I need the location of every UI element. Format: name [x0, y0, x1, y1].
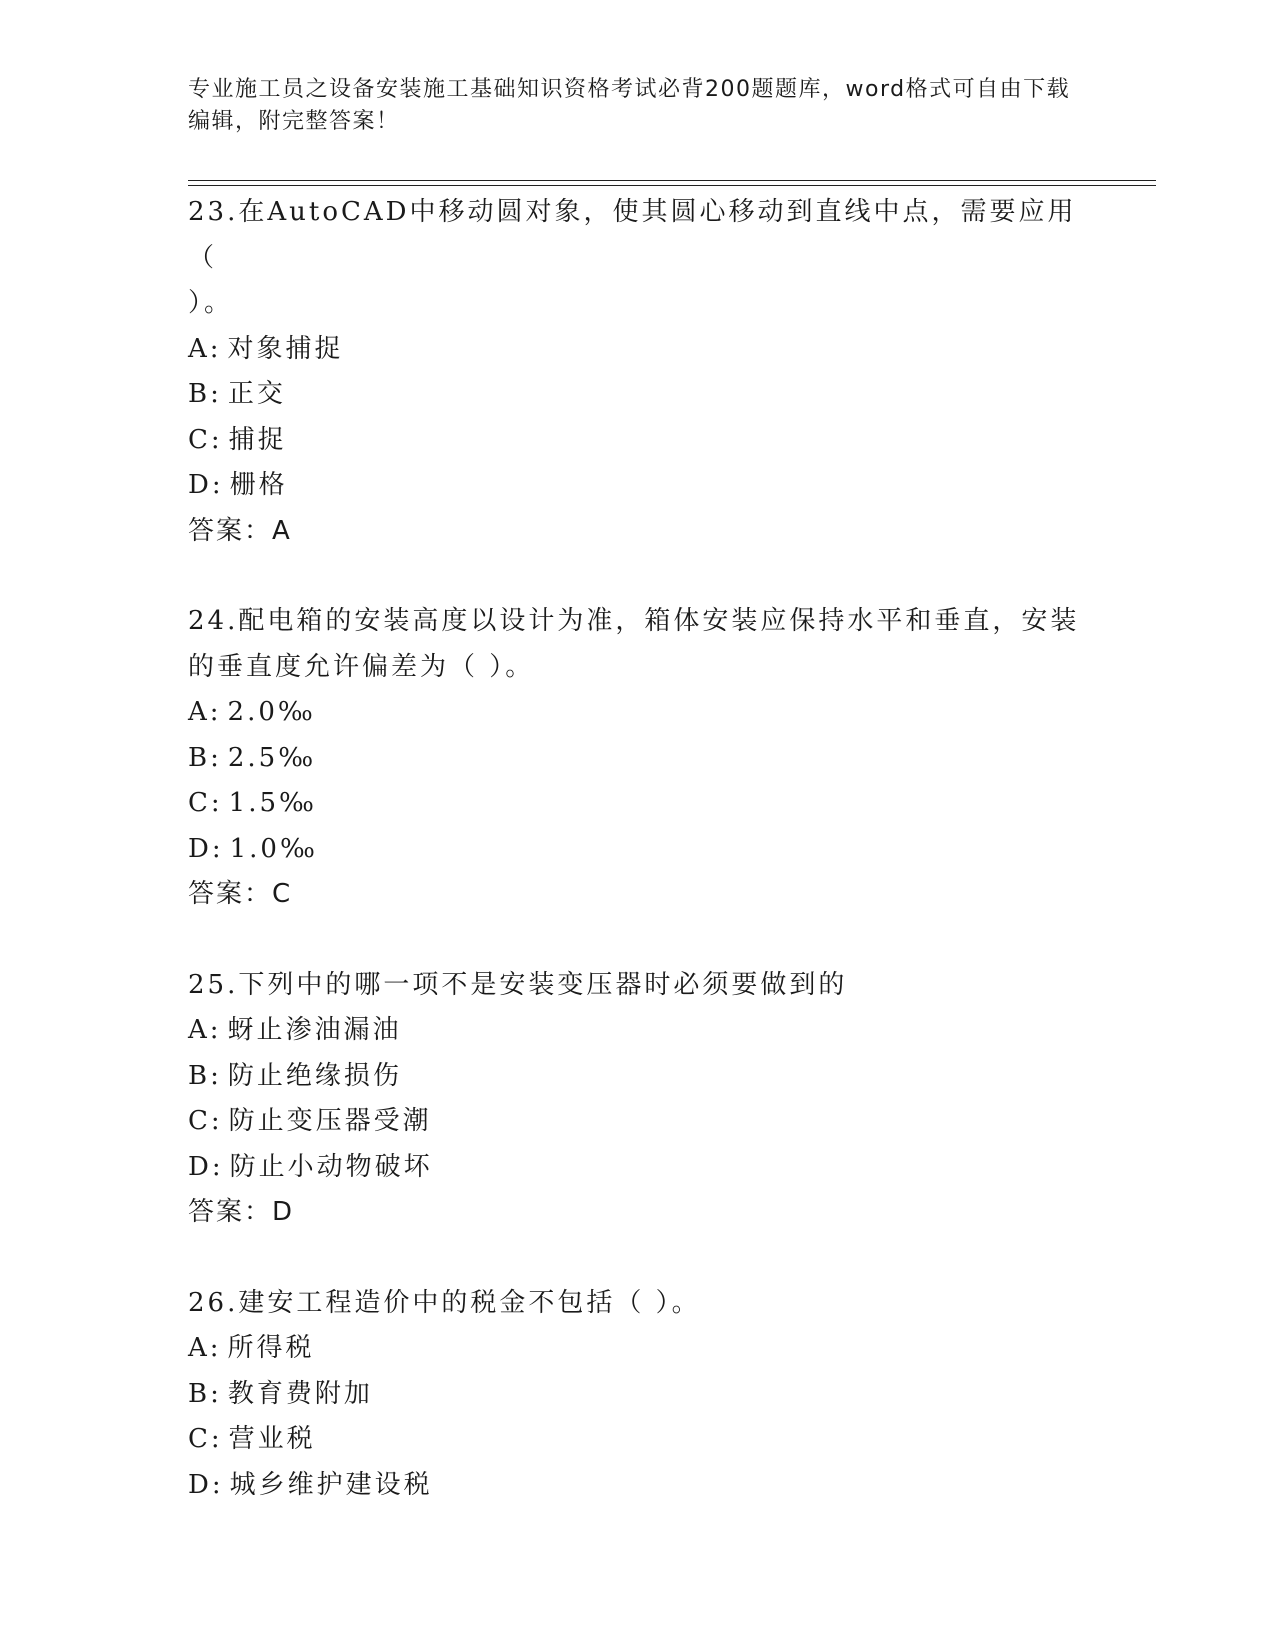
option-key: A	[188, 1015, 210, 1045]
option-key: D	[188, 470, 212, 500]
option-key: B	[188, 742, 211, 773]
question-list	[188, 190, 1088, 1508]
option-key: A	[188, 697, 210, 727]
option-text: 所得税	[227, 1333, 315, 1363]
option-a: A: 蚜止渗油漏油	[188, 1008, 1088, 1054]
option-text: 营业税	[228, 1424, 316, 1454]
option-text: 2.5‰	[227, 742, 317, 773]
option-a: A: 2.0‰	[188, 690, 1088, 736]
option-a: A: 所得税	[188, 1326, 1088, 1372]
option-d: D: 城乡维护建设税	[188, 1463, 1088, 1509]
option-text: 防止变压器受潮	[228, 1106, 432, 1136]
option-text: 1.0‰	[229, 833, 318, 864]
option-d: D: 防止小动物破坏	[188, 1145, 1088, 1191]
option-key: A	[188, 1333, 210, 1363]
option-text: 栅格	[229, 470, 288, 500]
option-text: 防止绝缘损伤	[227, 1060, 402, 1091]
question-stem: 23.在AutoCAD中移动圆对象，使其圆心移动到直线中点，需要应用（	[188, 197, 1077, 273]
option-c: C: 营业税	[188, 1417, 1088, 1463]
answer-line: 答案：C	[188, 879, 293, 909]
question-stem-continued: ）。	[188, 288, 234, 318]
spacer	[188, 554, 1088, 599]
option-b: B: 教育费附加	[188, 1372, 1088, 1418]
option-text: 蚜止渗油漏油	[227, 1015, 402, 1045]
option-key: C	[188, 1424, 211, 1454]
option-b: B: 防止绝缘损伤	[188, 1054, 1088, 1100]
option-text: 教育费附加	[227, 1378, 373, 1409]
question-24	[188, 599, 1088, 918]
option-key: C	[188, 788, 211, 818]
question-stem: 26.建安工程造价中的税金不包括（ ）。	[188, 1287, 701, 1318]
option-c: C: 1.5‰	[188, 781, 1088, 827]
option-key: B	[188, 1060, 211, 1091]
option-text: 城乡维护建设税	[229, 1469, 433, 1500]
question-stem: 25.下列中的哪一项不是安装变压器时必须要做到的	[188, 969, 848, 1000]
option-key: D	[188, 1151, 212, 1182]
answer-line: 答案：D	[188, 1197, 295, 1227]
answer-line: 答案：A	[188, 515, 292, 546]
question-stem: 24.配电箱的安装高度以设计为准，箱体安装应保持水平和垂直，安装	[188, 606, 1080, 636]
document-header: 专业施工员之设备安装施工基础知识资格考试必背200题题库，word格式可自由下载编辑，附完整答案！	[188, 77, 1071, 134]
header-divider-bottom	[188, 185, 1156, 186]
option-text: 防止小动物破坏	[229, 1151, 433, 1182]
option-d: D: 1.0‰	[188, 827, 1088, 873]
option-c: C: 防止变压器受潮	[188, 1099, 1088, 1145]
option-key: B	[188, 1378, 211, 1409]
option-key: C	[188, 424, 211, 455]
question-23	[188, 190, 1088, 554]
option-d: D: 栅格	[188, 463, 1088, 509]
option-key: D	[188, 833, 212, 864]
spacer	[188, 1236, 1088, 1281]
option-text: 2.0‰	[227, 697, 316, 727]
option-a: A: 对象捕捉	[188, 327, 1088, 373]
option-c: C: 捕捉	[188, 418, 1088, 464]
question-25	[188, 963, 1088, 1236]
header-divider-top	[188, 180, 1156, 181]
question-26	[188, 1281, 1088, 1509]
option-key: C	[188, 1106, 211, 1136]
option-text: 捕捉	[228, 424, 287, 455]
option-key: A	[188, 333, 210, 364]
option-b: B: 正交	[188, 372, 1088, 418]
option-text: 正交	[227, 379, 286, 409]
option-text: 对象捕捉	[227, 333, 344, 364]
option-key: B	[188, 379, 211, 409]
spacer	[188, 918, 1088, 963]
option-text: 1.5‰	[228, 788, 317, 818]
option-b: B: 2.5‰	[188, 736, 1088, 782]
question-stem-continued: 的垂直度允许偏差为（ ）。	[188, 651, 535, 682]
option-key: D	[188, 1469, 212, 1500]
